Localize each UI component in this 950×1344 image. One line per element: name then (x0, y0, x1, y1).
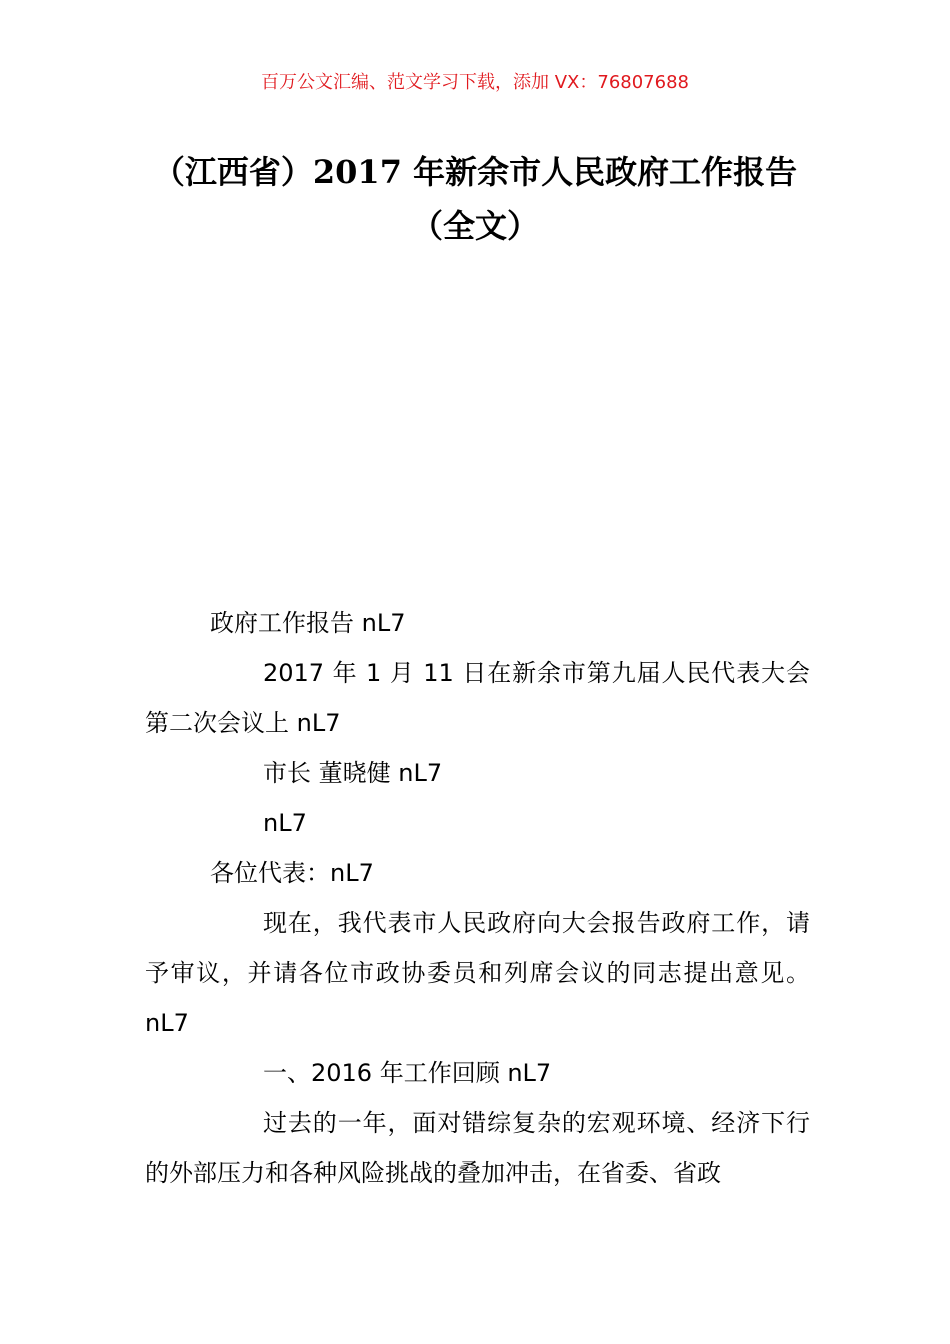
review-paragraph: 过去的一年，面对错综复杂的宏观环境、经济下行的外部压力和各种风险挑战的叠加冲击，在省委、省政 (145, 1109, 810, 1187)
report-heading: 政府工作报告 nL7 (210, 609, 406, 637)
document-body (145, 598, 810, 1198)
author-line: 市长 董晓健 nL7 (263, 759, 443, 787)
meeting-date-line: 2017 年 1 月 11 日在新余市第九届人民代表大会第二次会议上 nL7 (145, 659, 810, 737)
intro-paragraph: 现在，我代表市人民政府向大会报告政府工作，请予审议，并请各位市政协委员和列席会议的同志提出意见。nL7 (145, 909, 810, 1037)
section-heading: 一、2016 年工作回顾 nL7 (263, 1059, 552, 1087)
document-title: （江西省）2017 年新余市人民政府工作报告（全文） (152, 153, 798, 245)
blank-marker-line: nL7 (263, 809, 307, 837)
salutation: 各位代表：nL7 (210, 859, 374, 887)
watermark-header: 百万公文汇编、范文学习下载，添加 VX：76807688 (261, 72, 689, 93)
